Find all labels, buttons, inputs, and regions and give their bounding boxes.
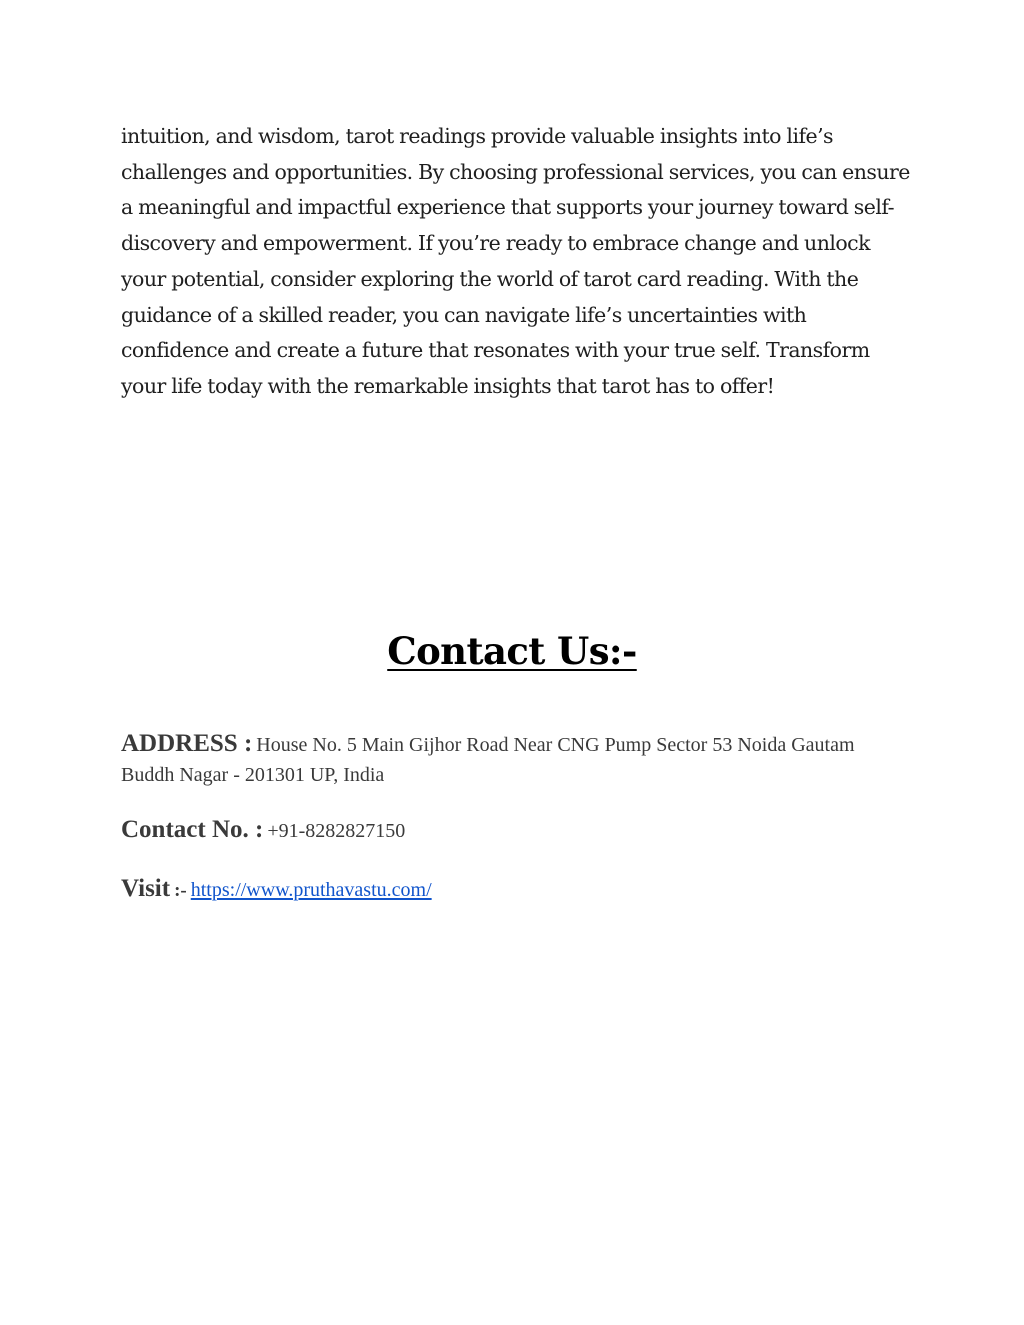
contact-heading-text: Contact Us:- [387, 629, 637, 673]
visit-label: Visit [121, 875, 171, 902]
contact-heading [0, 628, 1024, 674]
visit-separator: :- [174, 880, 187, 901]
website-link[interactable]: https://www.pruthavastu.com/ [190, 879, 432, 901]
phone-line [121, 814, 405, 849]
visit-line [121, 873, 432, 908]
address-label: ADDRESS : [121, 730, 253, 757]
address-value: House No. 5 Main Gijhor Road Near CNG Pump Sector 53 Noida Gautam Buddh Nagar - 201301 UP, India [121, 734, 855, 786]
body-paragraph: intuition, and wisdom, tarot readings provide valuable insights into life’s challenges and opportunities. By choosing professional services, you can ensure a meaningful and impactful experience that supports your journey toward self-discovery and empowerment. If you’re ready to embrace change and unlock your potential, consider exploring the world of tarot card reading. With the guidance of a skilled reader, you can navigate life’s uncertainties with confidence and create a future that resonates with your true self. Transform your life today with the remarkable insights that tarot has to offer! [121, 124, 910, 398]
phone-label: Contact No. : [121, 816, 264, 843]
address-line [121, 729, 911, 791]
phone-value: +91-8282827150 [267, 820, 406, 842]
